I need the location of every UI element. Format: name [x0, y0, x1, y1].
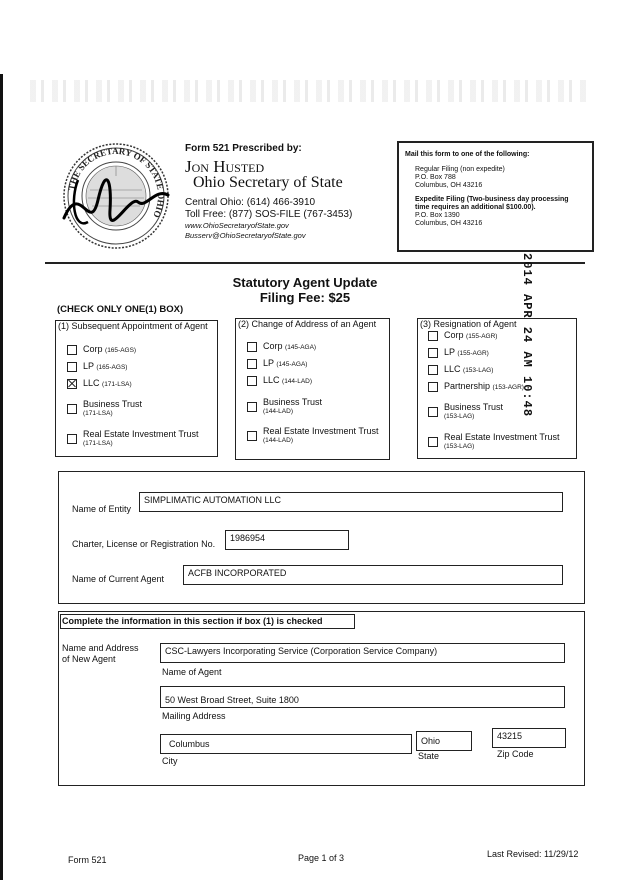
- entity-name-label: Name of Entity: [72, 504, 132, 514]
- state-field[interactable]: Ohio: [416, 731, 472, 751]
- option-reit[interactable]: Real Estate Investment Trust (144-LAD): [247, 426, 379, 446]
- option-business-trust[interactable]: Business Trust (144-LAD): [247, 397, 322, 417]
- charter-field[interactable]: 1986954: [225, 530, 349, 550]
- option-llc[interactable]: LLC (144-LAD): [247, 375, 312, 387]
- current-agent-field[interactable]: ACFB INCORPORATED: [183, 565, 563, 585]
- checkbox[interactable]: [428, 365, 438, 375]
- city-field[interactable]: Columbus: [160, 734, 412, 754]
- checkbox[interactable]: [428, 437, 438, 447]
- current-agent-label: Name of Current Agent: [72, 574, 165, 584]
- check-only-one: (CHECK ONLY ONE(1) BOX): [57, 304, 184, 315]
- option-box-3: [417, 318, 577, 459]
- option-box-2: [235, 318, 390, 460]
- expedite-box: P.O. Box 1390: [415, 212, 460, 219]
- new-agent-label: [62, 643, 139, 665]
- footer-revised: Last Revised: 11/29/12: [487, 849, 579, 859]
- option-corp[interactable]: Corp (155-AGR): [428, 330, 497, 342]
- city-caption: City: [162, 756, 178, 766]
- regular-city: Columbus, OH 43216: [415, 182, 483, 189]
- checkbox[interactable]: [428, 331, 438, 341]
- official-name: Jon Husted: [185, 157, 265, 176]
- seal-text: THE SECRETARY OF STATE OHIO: [66, 145, 167, 220]
- option-partnership[interactable]: Partnership (153-AGR): [428, 381, 524, 393]
- zip-field[interactable]: 43215: [492, 728, 566, 748]
- phone-central: Central Ohio: (614) 466-3910: [185, 197, 316, 208]
- checkbox[interactable]: [247, 342, 257, 352]
- regular-box: P.O. Box 788: [415, 174, 456, 181]
- agent-name-caption: Name of Agent: [162, 667, 222, 677]
- checkbox-checked[interactable]: [67, 379, 77, 389]
- charter-label: Charter, License or Registration No.: [72, 539, 216, 549]
- box-3-header: (3) Resignation of Agent: [420, 319, 517, 329]
- option-reit[interactable]: Real Estate Investment Trust (171-LSA): [67, 429, 199, 449]
- checkbox[interactable]: [67, 434, 77, 444]
- email-link[interactable]: Busserv@OhioSecretaryofState.gov: [185, 231, 306, 240]
- checkbox[interactable]: [67, 345, 77, 355]
- title-line-1: Statutory Agent Update: [232, 275, 378, 290]
- option-lp[interactable]: LP (165-AGS): [67, 361, 127, 373]
- mailing-address-field[interactable]: 50 West Broad Street, Suite 1800: [160, 686, 565, 708]
- agent-name-field[interactable]: CSC-Lawyers Incorporating Service (Corporation Service Company): [160, 643, 565, 663]
- option-llc[interactable]: LLC (153-LAG): [428, 364, 493, 376]
- checkbox[interactable]: [247, 359, 257, 369]
- new-agent-label-2: of New Agent: [62, 654, 116, 664]
- option-box-1: [55, 320, 218, 457]
- option-lp[interactable]: LP (155-AGR): [428, 347, 489, 359]
- checkbox[interactable]: [67, 362, 77, 372]
- mail-to-box: [397, 141, 594, 252]
- phone-toll-free: Toll Free: (877) SOS-FILE (767-3453): [185, 209, 353, 220]
- mailing-caption: Mailing Address: [162, 711, 226, 721]
- checkbox[interactable]: [247, 431, 257, 441]
- checkbox[interactable]: [247, 402, 257, 412]
- regular-label: Regular Filing (non expedite): [415, 166, 505, 173]
- zip-caption: Zip Code: [497, 749, 534, 759]
- checkbox[interactable]: [67, 404, 77, 414]
- option-reit[interactable]: Real Estate Investment Trust (153-LAG): [428, 432, 560, 452]
- scan-artifact: [30, 80, 590, 102]
- option-lp[interactable]: LP (145-AGA): [247, 358, 307, 370]
- issuer-block: [185, 143, 352, 241]
- option-business-trust[interactable]: Business Trust (171-LSA): [67, 399, 142, 419]
- state-seal: [60, 140, 172, 252]
- expedite-label-2: time requires an additional $100.00).: [415, 204, 536, 211]
- option-business-trust[interactable]: Business Trust (153-LAG): [428, 402, 503, 422]
- checkbox[interactable]: [247, 376, 257, 386]
- section-header: Complete the information in this section if box (1) is checked: [62, 616, 323, 626]
- form-title: [210, 275, 400, 305]
- office-name: Ohio Secretary of State: [193, 174, 343, 191]
- filing-fee: Filing Fee: $25: [259, 290, 351, 305]
- checkbox[interactable]: [428, 407, 438, 417]
- checkbox[interactable]: [428, 382, 438, 392]
- box-1-header: (1) Subsequent Appointment of Agent: [58, 321, 208, 331]
- mail-title: Mail this form to one of the following:: [405, 151, 530, 158]
- checkbox[interactable]: [428, 348, 438, 358]
- divider: [45, 262, 585, 264]
- website-link[interactable]: www.OhioSecretaryofState.gov: [185, 221, 289, 230]
- option-corp[interactable]: Corp (145-AGA): [247, 341, 316, 353]
- expedite-label: Expedite Filing (Two-business day processing: [415, 196, 569, 203]
- stamp-text: 2014 APR 24 AM 10:48: [520, 253, 534, 418]
- footer-page: Page 1 of 3: [298, 853, 345, 863]
- form-prescribed: Form 521 Prescribed by:: [185, 143, 302, 154]
- new-agent-label-1: Name and Address: [62, 643, 139, 653]
- option-llc[interactable]: LLC (171-LSA): [67, 378, 132, 390]
- option-corp[interactable]: Corp (165-AGS): [67, 344, 136, 356]
- expedite-city: Columbus, OH 43216: [415, 220, 483, 227]
- entity-name-field[interactable]: SIMPLIMATIC AUTOMATION LLC: [139, 492, 563, 512]
- box-2-header: (2) Change of Address of an Agent: [238, 319, 377, 329]
- footer-form: Form 521: [68, 855, 107, 865]
- state-caption: State: [418, 751, 440, 761]
- scan-edge: [0, 74, 3, 880]
